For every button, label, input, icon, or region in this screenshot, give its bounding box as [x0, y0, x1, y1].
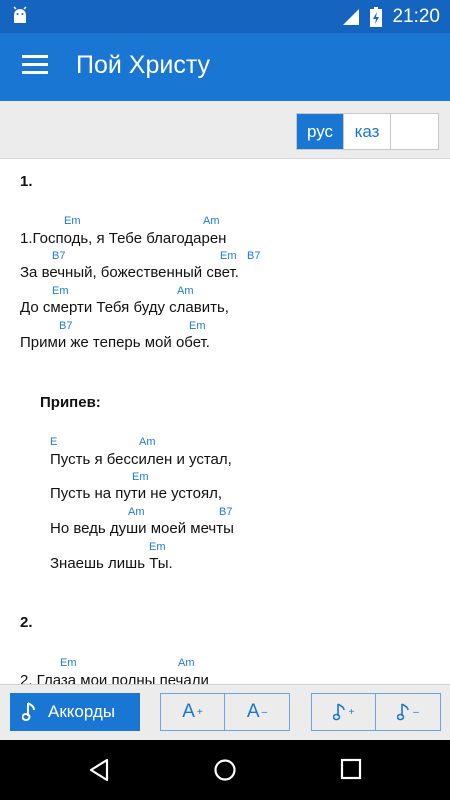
chord: B7 [219, 506, 233, 518]
chord: Am [178, 657, 195, 669]
chord: Am [128, 506, 145, 518]
page-title: Пой Христу [76, 51, 211, 79]
chord: Em [60, 657, 77, 669]
plus-sign: + [348, 706, 355, 718]
music-note-icon [22, 701, 38, 723]
lyric-line: За вечный, божественный свет. [20, 264, 239, 281]
lyric-line: До смерти Тебя буду славить, [20, 299, 229, 316]
status-time: 21:20 [392, 5, 440, 27]
chord: Em [132, 471, 149, 483]
transpose-up-button[interactable] [312, 694, 376, 730]
chord: B7 [59, 320, 73, 332]
music-note-icon [397, 702, 411, 722]
recents-icon[interactable] [340, 758, 362, 780]
font-decrease-button[interactable] [225, 694, 289, 730]
signal-icon [342, 8, 360, 26]
lyric-line: Знаешь лишь Ты. [50, 555, 173, 572]
status-bar [0, 0, 450, 33]
menu-icon[interactable] [22, 55, 48, 75]
transpose-group [311, 693, 441, 731]
chord: Am [139, 436, 156, 448]
font-increase-label: A [182, 701, 195, 722]
font-decrease-label: A [246, 701, 260, 722]
lyric-line: Пусть я бессилен и устал, [50, 451, 232, 468]
chorus-label: Припев: [40, 394, 101, 411]
chord: Em [189, 320, 206, 332]
minus-sign: – [413, 706, 419, 718]
home-icon[interactable] [213, 758, 237, 782]
chord: B7 [247, 250, 261, 262]
chord: Em [52, 285, 69, 297]
chord: B7 [52, 250, 66, 262]
chord: E [50, 436, 58, 448]
chord: Em [149, 541, 166, 553]
app-bar [0, 33, 450, 101]
chord: Am [203, 215, 220, 227]
chords-toggle-button[interactable] [10, 693, 140, 731]
music-note-icon [333, 702, 347, 722]
navigation-bar [0, 740, 450, 800]
bottom-toolbar [0, 684, 450, 740]
battery-icon [370, 7, 382, 27]
lyric-line: Прими же теперь мой обет. [20, 334, 210, 351]
language-switcher [296, 113, 439, 150]
chords-label: Аккорды [48, 702, 116, 721]
plus-sign: + [196, 706, 203, 718]
verse-number: 1. [20, 173, 33, 190]
lang-empty-button[interactable] [391, 114, 438, 149]
lyric-line: Но ведь души моей мечты [50, 520, 234, 537]
back-icon[interactable] [88, 758, 110, 782]
font-increase-button[interactable] [161, 694, 225, 730]
lyric-line: 2. Глаза мои полны печали [20, 672, 209, 684]
song-content[interactable] [0, 160, 450, 684]
chord: Em [220, 250, 237, 262]
chord: Em [64, 215, 81, 227]
language-bar [0, 101, 450, 159]
verse-number: 2. [20, 614, 33, 631]
font-size-group [160, 693, 290, 731]
android-icon [10, 6, 30, 26]
lang-kaz-button[interactable]: каз [344, 114, 391, 149]
minus-sign: – [261, 706, 268, 718]
lyric-line: 1.Господь, я Тебе благодарен [20, 230, 227, 247]
lyric-line: Пусть на пути не устоял, [50, 485, 223, 502]
transpose-down-button[interactable] [376, 694, 440, 730]
chord: Am [177, 285, 194, 297]
lang-rus-button[interactable]: рус [297, 114, 344, 149]
